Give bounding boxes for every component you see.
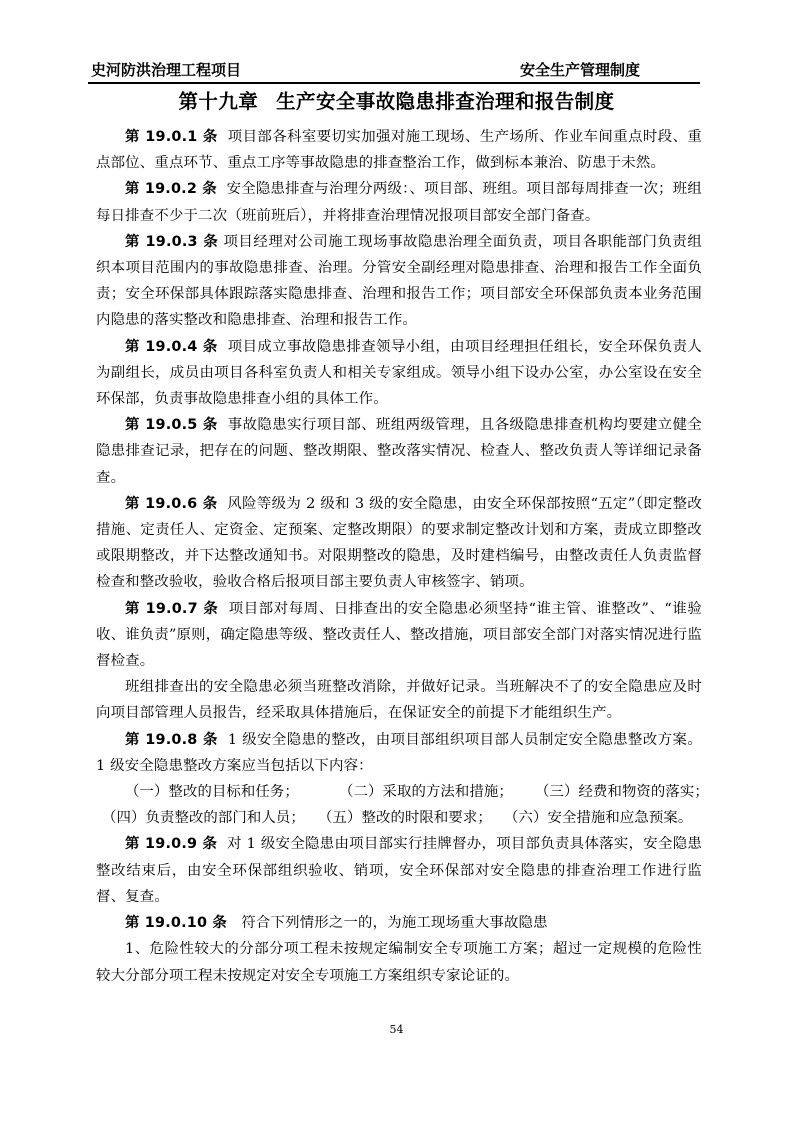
article-label: 第 19.0.8 条 bbox=[125, 731, 218, 748]
chapter-heading bbox=[0, 86, 793, 114]
document-body bbox=[96, 124, 709, 989]
article-text: 项目成立事故隐患排查领导小组，由项目经理担任组长，安全环保负责人为副组长，成员由项目各科室负责人和相关专家组成。领导小组下设办公室，办公室设在安全环保部，负责事故隐患排查小组的具体工作。 bbox=[96, 338, 702, 408]
article-label: 第 19.0.1 条 bbox=[125, 129, 218, 145]
header-project-name: 史河防洪治理工程项目 bbox=[91, 61, 242, 79]
plan-items-row-1 bbox=[96, 779, 709, 805]
article-19-0-3 bbox=[96, 229, 702, 334]
plan-item: （一）整改的目标和任务； bbox=[125, 784, 299, 801]
article-label: 第 19.0.7 条 bbox=[125, 600, 219, 617]
article-label: 第 19.0.9 条 bbox=[125, 836, 218, 853]
article-19-0-6 bbox=[96, 491, 702, 596]
article-label: 第 19.0.6 条 bbox=[125, 495, 218, 512]
plan-item: （二）采取的方法和措施； bbox=[339, 784, 513, 801]
paragraph-team-inspection bbox=[96, 674, 702, 726]
chapter-number: 第十九章 bbox=[178, 90, 259, 113]
article-19-0-2 bbox=[96, 176, 702, 228]
major-hazard-item-1 bbox=[96, 936, 702, 988]
article-19-0-7 bbox=[96, 596, 702, 675]
plan-item: （五）整改的时限和要求； bbox=[318, 810, 492, 827]
article-19-0-4 bbox=[96, 334, 702, 413]
article-label: 第 19.0.2 条 bbox=[125, 181, 217, 198]
article-text: 1 级安全隐患的整改，由项目部组织项目部人员制定安全隐患整改方案。1 级安全隐患整改方案应当包括以下内容： bbox=[96, 731, 702, 774]
paragraph-text: 班组排查出的安全隐患必须当班整改消除，并做好记录。当班解决不了的安全隐患应及时向项目部管理人员报告，经采取具体措施后，在保证安全的前提下才能组织生产。 bbox=[96, 679, 702, 722]
article-text: 风险等级为 2 级和 3 级的安全隐患，由安全环保部按照“五定”（即定整改措施、定责任人、定资金、定预案、定整改期限）的要求制定整改计划和方案，责成立即整改或限期整改，并下达整改通知书。对限期整改的隐患，及时建档编号，由整改责任人负责监督检查和整改验收，验收合格后报项目部主要负责人审核签字、销项。 bbox=[96, 495, 702, 591]
article-text: 项目经理对公司施工现场事故隐患治理全面负责，项目各职能部门负责组织本项目范围内的事故隐患排查、治理。分管安全副经理对隐患排查、治理和报告工作全面负责；安全环保部具体跟踪落实隐患排查、治理和报告工作；项目部安全环保部负责本业务范围内隐患的落实整改和隐患排查、治理和报告工作。 bbox=[96, 233, 702, 329]
plan-item: （四）负责整改的部门和人员； bbox=[102, 810, 305, 827]
article-19-0-10 bbox=[96, 910, 702, 936]
article-label: 第 19.0.3 条 bbox=[125, 233, 219, 250]
article-label: 第 19.0.10 条 bbox=[125, 915, 227, 932]
header-document-title: 安全生产管理制度 bbox=[519, 61, 640, 79]
article-19-0-1 bbox=[96, 124, 702, 176]
article-text: 安全隐患排查与治理分两级：、项目部、班组。项目部每周排查一次；班组每日排查不少于二次（班前班后），并将排查治理情况报项目部安全部门备查。 bbox=[96, 181, 702, 224]
article-label: 第 19.0.4 条 bbox=[125, 338, 218, 355]
page-header bbox=[88, 58, 700, 84]
plan-item: （六）安全措施和应急预案。 bbox=[504, 810, 693, 827]
article-text: 符合下列情形之一的，为施工现场重大事故隐患 bbox=[241, 915, 548, 932]
plan-item: （三）经费和物资的落实； bbox=[535, 784, 709, 801]
chapter-title: 生产安全事故隐患排查治理和报告制度 bbox=[276, 90, 615, 113]
paragraph-text: 1、危险性较大的分部分项工程未按规定编制安全专项施工方案；超过一定规模的危险性较大分部分项工程未按规定对安全专项施工方案组织专家论证的。 bbox=[96, 941, 702, 984]
article-label: 第 19.0.5 条 bbox=[125, 417, 218, 434]
article-19-0-9 bbox=[96, 831, 702, 910]
article-text: 项目部对每周、日排查出的安全隐患必须坚持“谁主管、谁整改”、“谁验收、谁负责”原则，确定隐患等级、整改责任人、整改措施，项目部安全部门对落实情况进行监督检查。 bbox=[96, 600, 702, 670]
article-text: 对 1 级安全隐患由项目部实行挂牌督办，项目部负责具体落实，安全隐患整改结束后，由安全环保部组织验收、销项，安全环保部对安全隐患的排查治理工作进行监督、复查。 bbox=[96, 836, 703, 905]
article-19-0-8 bbox=[96, 727, 702, 779]
page-number: 54 bbox=[389, 1023, 404, 1036]
article-text: 项目部各科室要切实加强对施工现场、生产场所、作业车间重点时段、重点部位、重点环节、重点工序等事故隐患的排查整治工作，做到标本兼治、防患于未然。 bbox=[96, 129, 702, 172]
article-19-0-5 bbox=[96, 412, 702, 491]
plan-items-row-2 bbox=[96, 805, 702, 831]
article-text: 事故隐患实行项目部、班组两级管理，且各级隐患排查机构均要建立健全隐患排查记录，把存在的问题、整改期限、整改落实情况、检查人、整改负责人等详细记录备查。 bbox=[96, 417, 702, 486]
